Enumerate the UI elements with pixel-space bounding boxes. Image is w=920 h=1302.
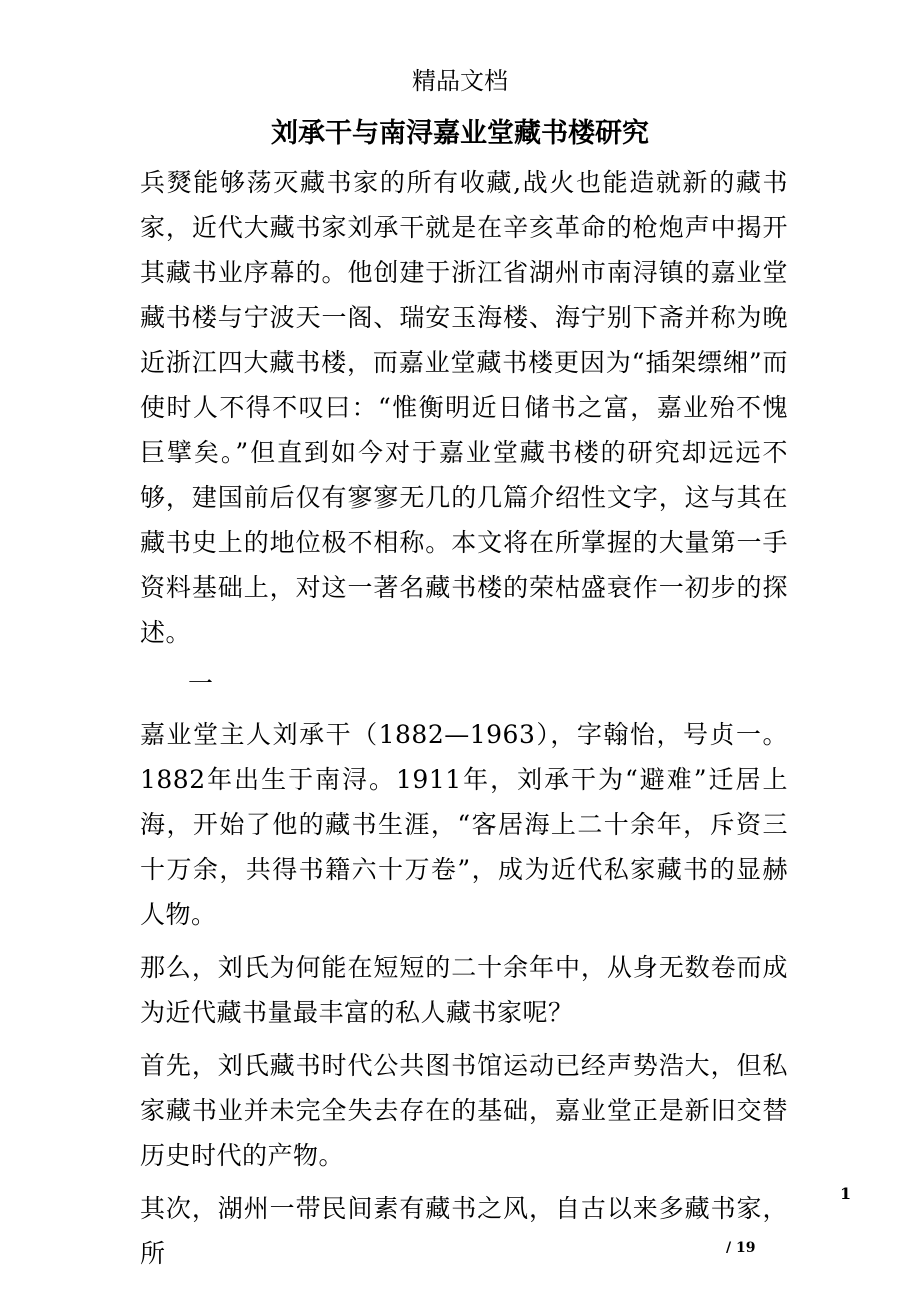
intro-paragraph: 兵燹能够荡灭藏书家的所有收藏,战火也能造就新的藏书家，近代大藏书家刘承干就是在辛亥革命的枪炮声中揭开其藏书业序幕的。他创建于浙江省湖州市南浔镇的嘉业堂藏书楼与宁波天一阁、瑞安玉海楼、海宁别下斋并称为晚近浙江四大藏书楼，而嘉业堂藏书楼更因为“插架缥缃”而使时人不得不叹曰：“惟衡明近日储书之富，嘉业殆不愧巨擘矣。”但直到如今对于嘉业堂藏书楼的研究却远远不够，建国前后仅有寥寥无几的几篇介绍性文字，这与其在藏书史上的地位极不相称。本文将在所掌握的大量第一手资料基础上，对这一著名藏书楼的荣枯盛衰作一初步的探述。 [140,168,788,647]
page-number: 1 [840,1184,852,1203]
section-paragraph-4: 其次，湖州一带民间素有藏书之风，自古以来多藏书家，所 [140,1194,788,1268]
section-paragraph-2: 那么，刘氏为何能在短短的二十余年中，从身无数卷而成为近代藏书量最丰富的私人藏书家呢？ [140,953,788,1027]
page-total: / 19 [726,1240,756,1256]
section-number: 一 [188,669,214,698]
document-title: 刘承干与南浔嘉业堂藏书楼研究 [271,118,649,149]
page-header: 精品文档 [412,67,508,95]
document-body [140,160,788,1276]
section-paragraph-3: 首先，刘氏藏书时代公共图书馆运动已经声势浩大，但私家藏书业并未完全失去存在的基础，嘉业堂正是新旧交替历史时代的产物。 [140,1051,788,1170]
section-paragraph-1: 嘉业堂主人刘承干（1882—1963），字翰怡，号贞一。1882年出生于南浔。1911年，刘承干为“避难”迁居上海，开始了他的藏书生涯，“客居海上二十余年，斥资三十万余，共得书籍六十万卷”，成为近代私家藏书的显赫人物。 [140,720,788,929]
